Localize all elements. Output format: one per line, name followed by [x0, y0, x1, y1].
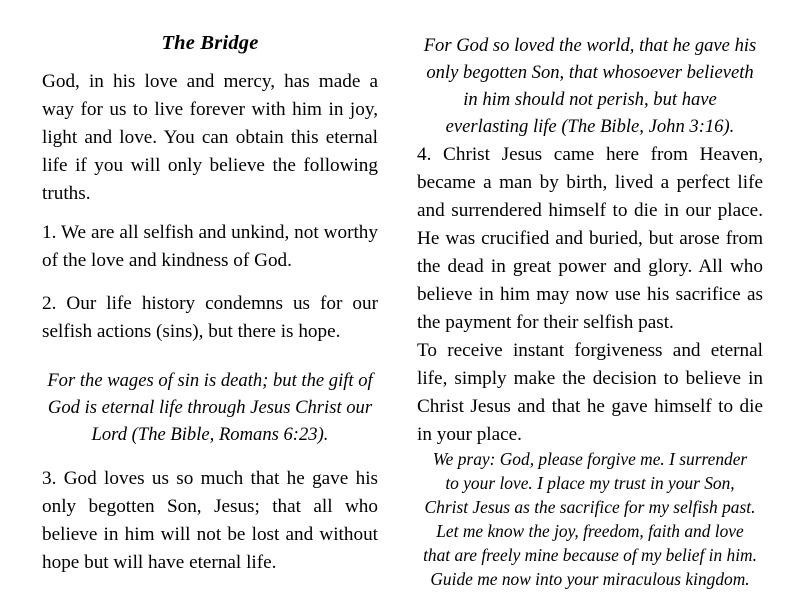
scripture-romans-line-1: For the wages of sin is death; but the gift of: [47, 370, 373, 391]
paragraph-intro: God, in his love and mercy, has made a way for us to live forever with him in joy, light and love. You can obtain this eternal life if you will only believe the following truths.: [42, 71, 378, 204]
point-1: 1. We are all selfish and unkind, not worthy of the love and kindness of God.: [42, 222, 378, 271]
prayer-line-4: Let me know the joy, freedom, faith and love: [436, 521, 744, 541]
prayer-line-2: to your love. I place my trust in your Son,: [445, 473, 735, 493]
scripture-john-line-1: For God so loved the world, that he gave his: [423, 35, 757, 56]
prayer-line-5: that are freely mine because of my belief in him.: [423, 545, 757, 565]
scripture-john-line-3: in him should not perish, but have: [463, 89, 717, 110]
scripture-romans-line-3: Lord (The Bible, Romans 6:23).: [91, 424, 329, 445]
scripture-john-line-4: everlasting life (The Bible, John 3:16).: [445, 116, 735, 137]
prayer-line-1: We pray: God, please forgive me. I surrender: [432, 449, 748, 469]
prayer-block: [417, 447, 763, 591]
prayer-line-6: Guide me now into your miraculous kingdom.: [430, 569, 750, 589]
scripture-romans-line-2: God is eternal life through Jesus Christ our: [47, 397, 373, 418]
point-3: 3. God loves us so much that he gave his only begotten Son, Jesus; that all who believe in him will not be lost and without hope but will have eternal life.: [42, 468, 378, 573]
scripture-john-line-2: only begotten Son, that whosoever believeth: [426, 62, 754, 83]
scripture-quote-john: [417, 32, 763, 140]
prayer-line-3: Christ Jesus as the sacrifice for my selfish past.: [424, 497, 756, 517]
page-title: The Bridge: [161, 32, 259, 54]
scripture-quote-romans: [42, 367, 378, 448]
point-2: 2. Our life history condemns us for our selfish actions (sins), but there is hope.: [42, 293, 378, 342]
point-4: 4. Christ Jesus came here from Heaven, became a man by birth, lived a perfect life and surrendered himself to die in our place. He was crucified and buried, but arose from the dead in great power and glory. All who believe in him may now use his sacrifice as the payment for their selfish past.: [417, 144, 763, 333]
paragraph-decision: To receive instant forgiveness and eternal life, simply make the decision to believe in Christ Jesus and that he gave himself to die in your place.: [417, 340, 763, 445]
